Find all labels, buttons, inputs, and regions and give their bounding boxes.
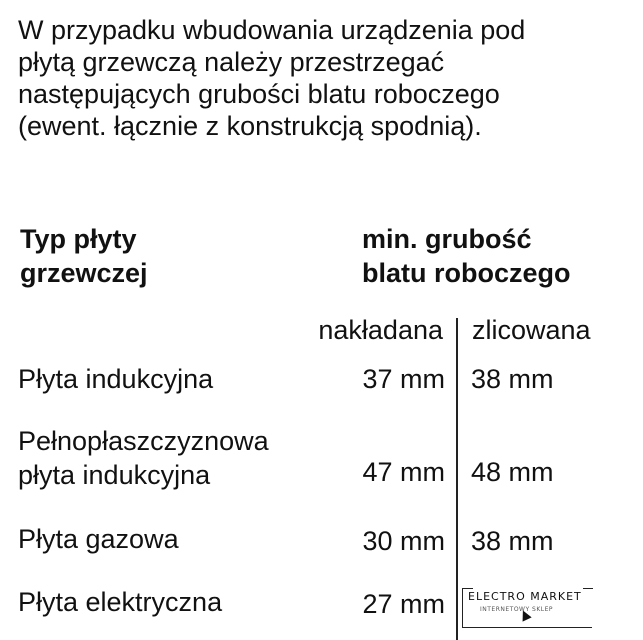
- row-name-line: Płyta indukcyjna: [18, 364, 214, 394]
- header-hob-type-line: Typ płyty: [20, 224, 137, 254]
- intro-line: W przypadku wbudowania urządzenia pod: [18, 15, 526, 45]
- column-divider: [456, 318, 458, 640]
- row-name-full-surface-induction: [18, 424, 269, 492]
- intro-line: następujących grubości blatu roboczego: [18, 79, 500, 109]
- electro-market-logo: [462, 580, 592, 634]
- row-name-line: Płyta gazowa: [18, 524, 179, 554]
- column-label-overlay: nakładana: [318, 315, 443, 345]
- row-name-induction: [18, 362, 213, 396]
- row-value-flush: 48 mm: [471, 457, 554, 487]
- row-name-electric: [18, 585, 222, 619]
- row-value-overlay: 30 mm: [362, 526, 445, 556]
- header-min-thickness: [362, 222, 571, 290]
- row-name-line: płyta indukcyjna: [18, 460, 211, 490]
- row-value-overlay: 27 mm: [362, 589, 445, 619]
- row-name-gas: [18, 522, 179, 556]
- header-hob-type-line: grzewczej: [20, 258, 148, 288]
- row-value-flush: 38 mm: [471, 364, 554, 394]
- logo-title: ELECTRO MARKET: [468, 590, 582, 603]
- row-value-flush: 38 mm: [471, 526, 554, 556]
- row-name-line: Pełnopłaszczyznowa: [18, 426, 269, 456]
- row-name-line: Płyta elektryczna: [18, 587, 223, 617]
- header-hob-type: [20, 222, 148, 290]
- header-min-thickness-line: min. grubość: [362, 224, 532, 254]
- intro-line: płytą grzewczą należy przestrzegać: [18, 47, 445, 77]
- column-label-flush: zlicowana: [472, 315, 591, 345]
- row-value-overlay: 47 mm: [362, 457, 445, 487]
- row-value-overlay: 37 mm: [362, 364, 445, 394]
- logo-subtitle: INTERNETOWY SKLEP: [480, 606, 554, 613]
- intro-paragraph: [18, 14, 638, 142]
- intro-line: (ewent. łącznie z konstrukcją spodnią).: [18, 111, 482, 141]
- header-min-thickness-line: blatu roboczego: [362, 258, 571, 288]
